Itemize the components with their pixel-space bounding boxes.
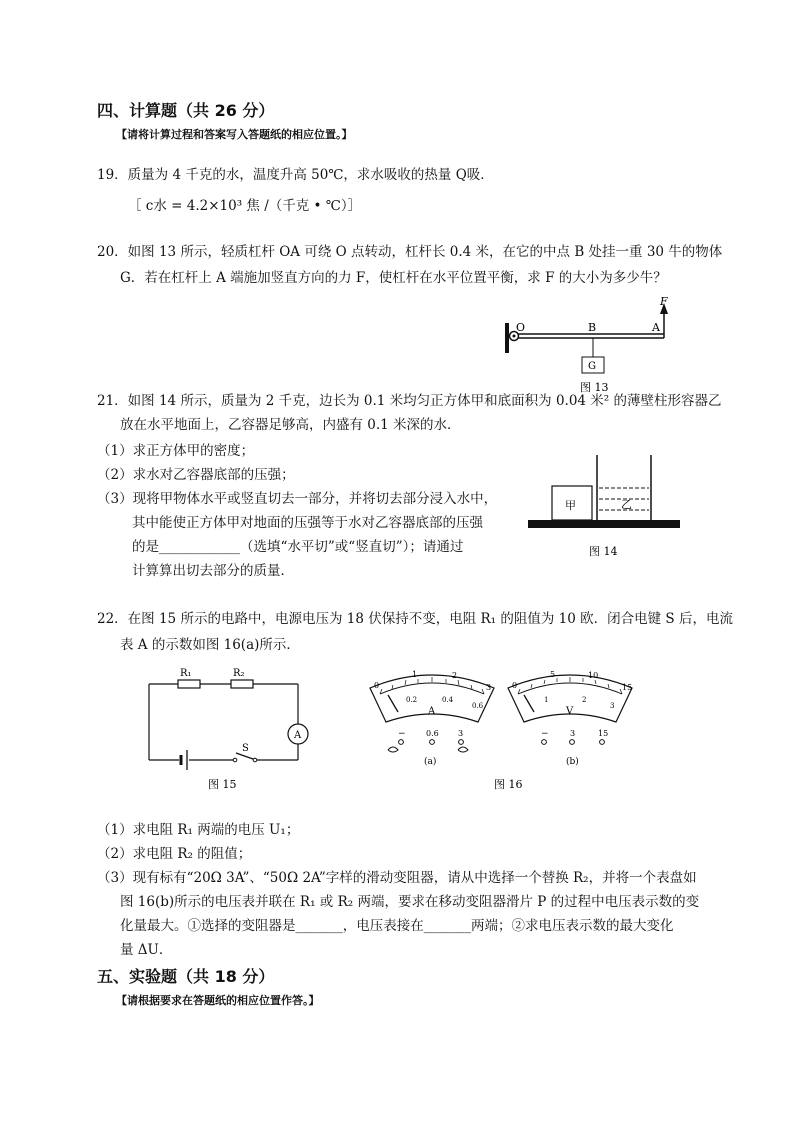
q21-sub3-line2: 其中能使正方体甲对地面的压强等于水对乙容器底部的压强	[132, 515, 483, 531]
section-title-experiment: 五、实验题（共 18 分）	[97, 967, 275, 986]
q21-sub3-line4: 计算算出切去部分的质量．	[132, 563, 294, 579]
resistor-r2	[231, 680, 253, 688]
figure-16-meters	[360, 664, 660, 796]
q22-text-line1: 22．在图 15 所示的电路中，电源电压为 18 伏保持不变，电阻 R₁ 的阻值为 10 欧．闭合电键 S 后，电流	[97, 611, 733, 627]
q21-sub1: （1）求正方体甲的密度；	[97, 443, 255, 459]
svg-text:0.6: 0.6	[472, 702, 484, 710]
q22-sub3-line4: 量 ΔU．	[120, 942, 173, 958]
ammeter-dial	[370, 670, 494, 767]
q22-sub3-line1: （3）现有标有“20Ω 3A”、“50Ω 2A”字样的滑动变阻器，请从中选择一个替换 R₂，并将一个表盘如	[97, 870, 697, 886]
svg-text:0: 0	[512, 681, 518, 690]
voltmeter-letter: V	[566, 706, 574, 717]
section-note-calc: 【请将计算过程和答案写入答题纸的相应位置。】	[116, 128, 353, 141]
q21-sub2: （2）求水对乙容器底部的压强；	[97, 467, 295, 483]
figure-16-caption: 图 16	[494, 778, 523, 791]
ammeter-letter: A	[428, 706, 436, 717]
wall	[505, 323, 509, 353]
q20-text-line1: 20．如图 13 所示，轻质杠杆 OA 可绕 O 点转动，杠杆长 0.4 米，在它的中点 B 处挂一重 30 牛的物体	[97, 244, 723, 260]
svg-text:3: 3	[570, 729, 576, 738]
label-s: S	[242, 743, 249, 754]
svg-text:−: −	[541, 729, 549, 739]
label-yi: 乙	[621, 498, 632, 511]
svg-text:10: 10	[588, 671, 599, 680]
q21-sub3-line3: 的是____________（选填“水平切”或“竖直切”）；请通过	[132, 539, 464, 555]
svg-text:0: 0	[374, 681, 380, 690]
q19-text: 19．质量为 4 千克的水，温度升高 50℃，求水吸收的热量 Q吸．	[97, 167, 494, 183]
ground	[528, 520, 680, 528]
svg-text:1: 1	[412, 670, 418, 679]
section-title-calc: 四、计算题（共 26 分）	[97, 101, 275, 120]
figure-14-caption: 图 14	[589, 545, 618, 558]
voltmeter-dial	[508, 670, 632, 767]
q22-sub3-line2: 图 16(b)所示的电压表并联在 R₁ 或 R₂ 两端，要求在移动变阻器滑片 P 的过程中电压表示数的变	[120, 894, 700, 910]
ammeter-label: (a)	[424, 757, 437, 767]
label-b: B	[588, 321, 597, 334]
label-f: F	[660, 295, 668, 308]
q21-sub3-line1: （3）现将甲物体水平或竖直切去一部分，并将切去部分浸入水中，	[97, 491, 498, 507]
figure-15-circuit	[140, 664, 320, 794]
svg-text:2: 2	[452, 671, 458, 680]
q22-sub1: （1）求电阻 R₁ 两端的电压 U₁；	[97, 822, 300, 838]
svg-text:2: 2	[582, 696, 587, 704]
figure-13-lever	[500, 293, 690, 393]
svg-text:15: 15	[622, 683, 633, 692]
q19-given: ［ c水 = 4.2×10³ 焦 /（千克 • ℃）］	[128, 198, 362, 214]
svg-text:3: 3	[458, 729, 464, 738]
voltmeter-label: (b)	[566, 757, 579, 767]
q22-sub2: （2）求电阻 R₂ 的阻值；	[97, 846, 252, 862]
svg-text:3: 3	[610, 702, 615, 710]
label-o: O	[516, 321, 526, 334]
label-g: G	[588, 361, 596, 372]
q22-sub3-line3: 化量最大。①选择的变阻器是_______，电压表接在_______两端；②求电压表示数的最大变化	[120, 918, 674, 934]
resistor-r1	[178, 680, 200, 688]
figure-15-caption: 图 15	[208, 778, 237, 791]
svg-text:0.2: 0.2	[406, 696, 418, 704]
q21-text-line1: 21．如图 14 所示，质量为 2 千克，边长为 0.1 米均匀正方体甲和底面积为 0.04 米² 的薄壁柱形容器乙	[97, 393, 722, 409]
svg-text:3: 3	[486, 683, 492, 692]
label-a: A	[652, 321, 660, 334]
q20-text-line2: G．若在杠杆上 A 端施加竖直方向的力 F，使杠杆在水平位置平衡，求 F 的大小为多少牛？	[120, 270, 667, 286]
q22-text-line2: 表 A 的示数如图 16(a)所示．	[120, 637, 300, 653]
label-jia: 甲	[565, 499, 576, 512]
svg-text:5: 5	[550, 670, 556, 679]
svg-text:0.6: 0.6	[426, 729, 439, 738]
svg-text:1: 1	[544, 696, 549, 704]
label-ammeter: A	[294, 730, 302, 741]
figure-14-containers	[525, 452, 685, 564]
label-r1: R₁	[180, 668, 192, 679]
svg-text:0.4: 0.4	[442, 696, 454, 704]
label-r2: R₂	[233, 668, 245, 679]
q21-text-line2: 放在水平地面上，乙容器足够高，内盛有 0.1 米深的水．	[120, 417, 461, 433]
svg-text:−: −	[398, 729, 406, 739]
section-note-experiment: 【请根据要求在答题纸的相应位置作答。】	[116, 994, 320, 1007]
svg-text:15: 15	[598, 729, 609, 738]
figure-13-caption: 图 13	[580, 381, 609, 393]
